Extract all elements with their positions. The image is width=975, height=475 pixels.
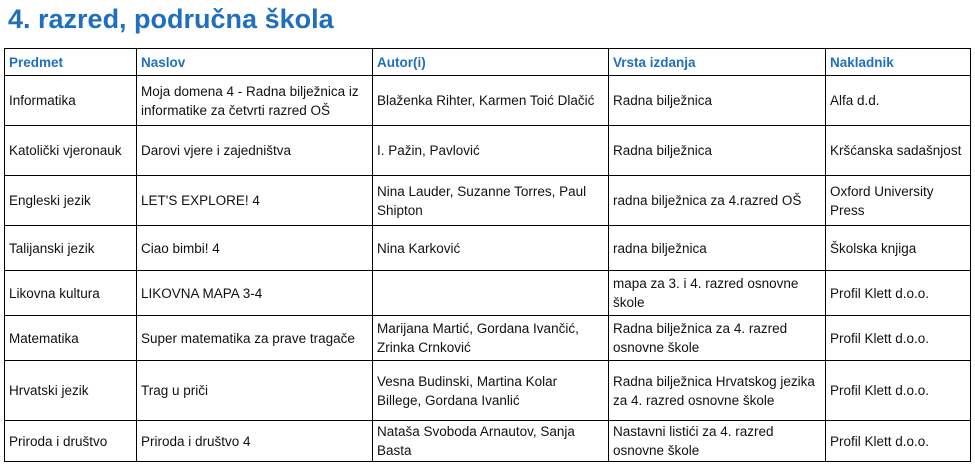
cell-autori: Vesna Budinski, Martina Kolar Billege, Gordana Ivanlić bbox=[373, 361, 609, 421]
cell-predmet: Matematika bbox=[5, 316, 137, 361]
table-row bbox=[5, 316, 971, 361]
table-header-row bbox=[5, 49, 971, 76]
header-nakladnik: Nakladnik bbox=[826, 49, 971, 76]
cell-predmet: Likovna kultura bbox=[5, 271, 137, 316]
cell-naslov: Priroda i društvo 4 bbox=[137, 421, 373, 462]
table-row bbox=[5, 226, 971, 271]
cell-predmet: Priroda i društvo bbox=[5, 421, 137, 462]
cell-nakladnik: Profil Klett d.o.o. bbox=[826, 361, 971, 421]
cell-nakladnik: Profil Klett d.o.o. bbox=[826, 421, 971, 462]
cell-naslov: Darovi vjere i zajedništva bbox=[137, 126, 373, 176]
table-row bbox=[5, 421, 971, 462]
cell-vrsta-izdanja: Radna bilježnica bbox=[609, 76, 826, 126]
cell-autori: Marijana Martić, Gordana Ivančić, Zrinka Crnković bbox=[373, 316, 609, 361]
cell-naslov: Super matematika za prave tragače bbox=[137, 316, 373, 361]
cell-autori: Nina Karković bbox=[373, 226, 609, 271]
cell-naslov: Moja domena 4 - Radna bilježnica iz informatike za četvrti razred OŠ bbox=[137, 76, 373, 126]
table-row bbox=[5, 176, 971, 226]
cell-autori: Nataša Svoboda Arnautov, Sanja Basta bbox=[373, 421, 609, 462]
cell-vrsta-izdanja: Radna bilježnica bbox=[609, 126, 826, 176]
cell-nakladnik: Profil Klett d.o.o. bbox=[826, 316, 971, 361]
table-row bbox=[5, 271, 971, 316]
cell-predmet: Informatika bbox=[5, 76, 137, 126]
cell-predmet: Talijanski jezik bbox=[5, 226, 137, 271]
cell-predmet: Hrvatski jezik bbox=[5, 361, 137, 421]
header-naslov: Naslov bbox=[137, 49, 373, 76]
cell-autori: Blaženka Rihter, Karmen Toić Dlačić bbox=[373, 76, 609, 126]
header-predmet: Predmet bbox=[5, 49, 137, 76]
cell-nakladnik: Oxford University Press bbox=[826, 176, 971, 226]
cell-autori bbox=[373, 271, 609, 316]
page-title: 4. razred, područna škola bbox=[8, 4, 334, 34]
cell-nakladnik: Kršćanska sadašnjost bbox=[826, 126, 971, 176]
cell-vrsta-izdanja: mapa za 3. i 4. razred osnovne škole bbox=[609, 271, 826, 316]
cell-naslov: LIKOVNA MAPA 3-4 bbox=[137, 271, 373, 316]
cell-nakladnik: Profil Klett d.o.o. bbox=[826, 271, 971, 316]
textbook-table bbox=[4, 48, 971, 462]
cell-vrsta-izdanja: Nastavni listići za 4. razred osnovne škole bbox=[609, 421, 826, 462]
cell-naslov: Ciao bimbi! 4 bbox=[137, 226, 373, 271]
header-autori: Autor(i) bbox=[373, 49, 609, 76]
cell-autori: I. Pažin, Pavlović bbox=[373, 126, 609, 176]
cell-predmet: Engleski jezik bbox=[5, 176, 137, 226]
table-row bbox=[5, 76, 971, 126]
cell-vrsta-izdanja: Radna bilježnica za 4. razred osnovne škole bbox=[609, 316, 826, 361]
cell-naslov: Trag u priči bbox=[137, 361, 373, 421]
cell-nakladnik: Alfa d.d. bbox=[826, 76, 971, 126]
cell-vrsta-izdanja: radna bilježnica za 4.razred OŠ bbox=[609, 176, 826, 226]
cell-nakladnik: Školska knjiga bbox=[826, 226, 971, 271]
cell-predmet: Katolički vjeronauk bbox=[5, 126, 137, 176]
table-row bbox=[5, 361, 971, 421]
table-row bbox=[5, 126, 971, 176]
cell-vrsta-izdanja: radna bilježnica bbox=[609, 226, 826, 271]
cell-vrsta-izdanja: Radna bilježnica Hrvatskog jezika za 4. razred osnovne škole bbox=[609, 361, 826, 421]
cell-naslov: LET'S EXPLORE! 4 bbox=[137, 176, 373, 226]
cell-autori: Nina Lauder, Suzanne Torres, Paul Shipton bbox=[373, 176, 609, 226]
header-vrsta-izdanja: Vrsta izdanja bbox=[609, 49, 826, 76]
